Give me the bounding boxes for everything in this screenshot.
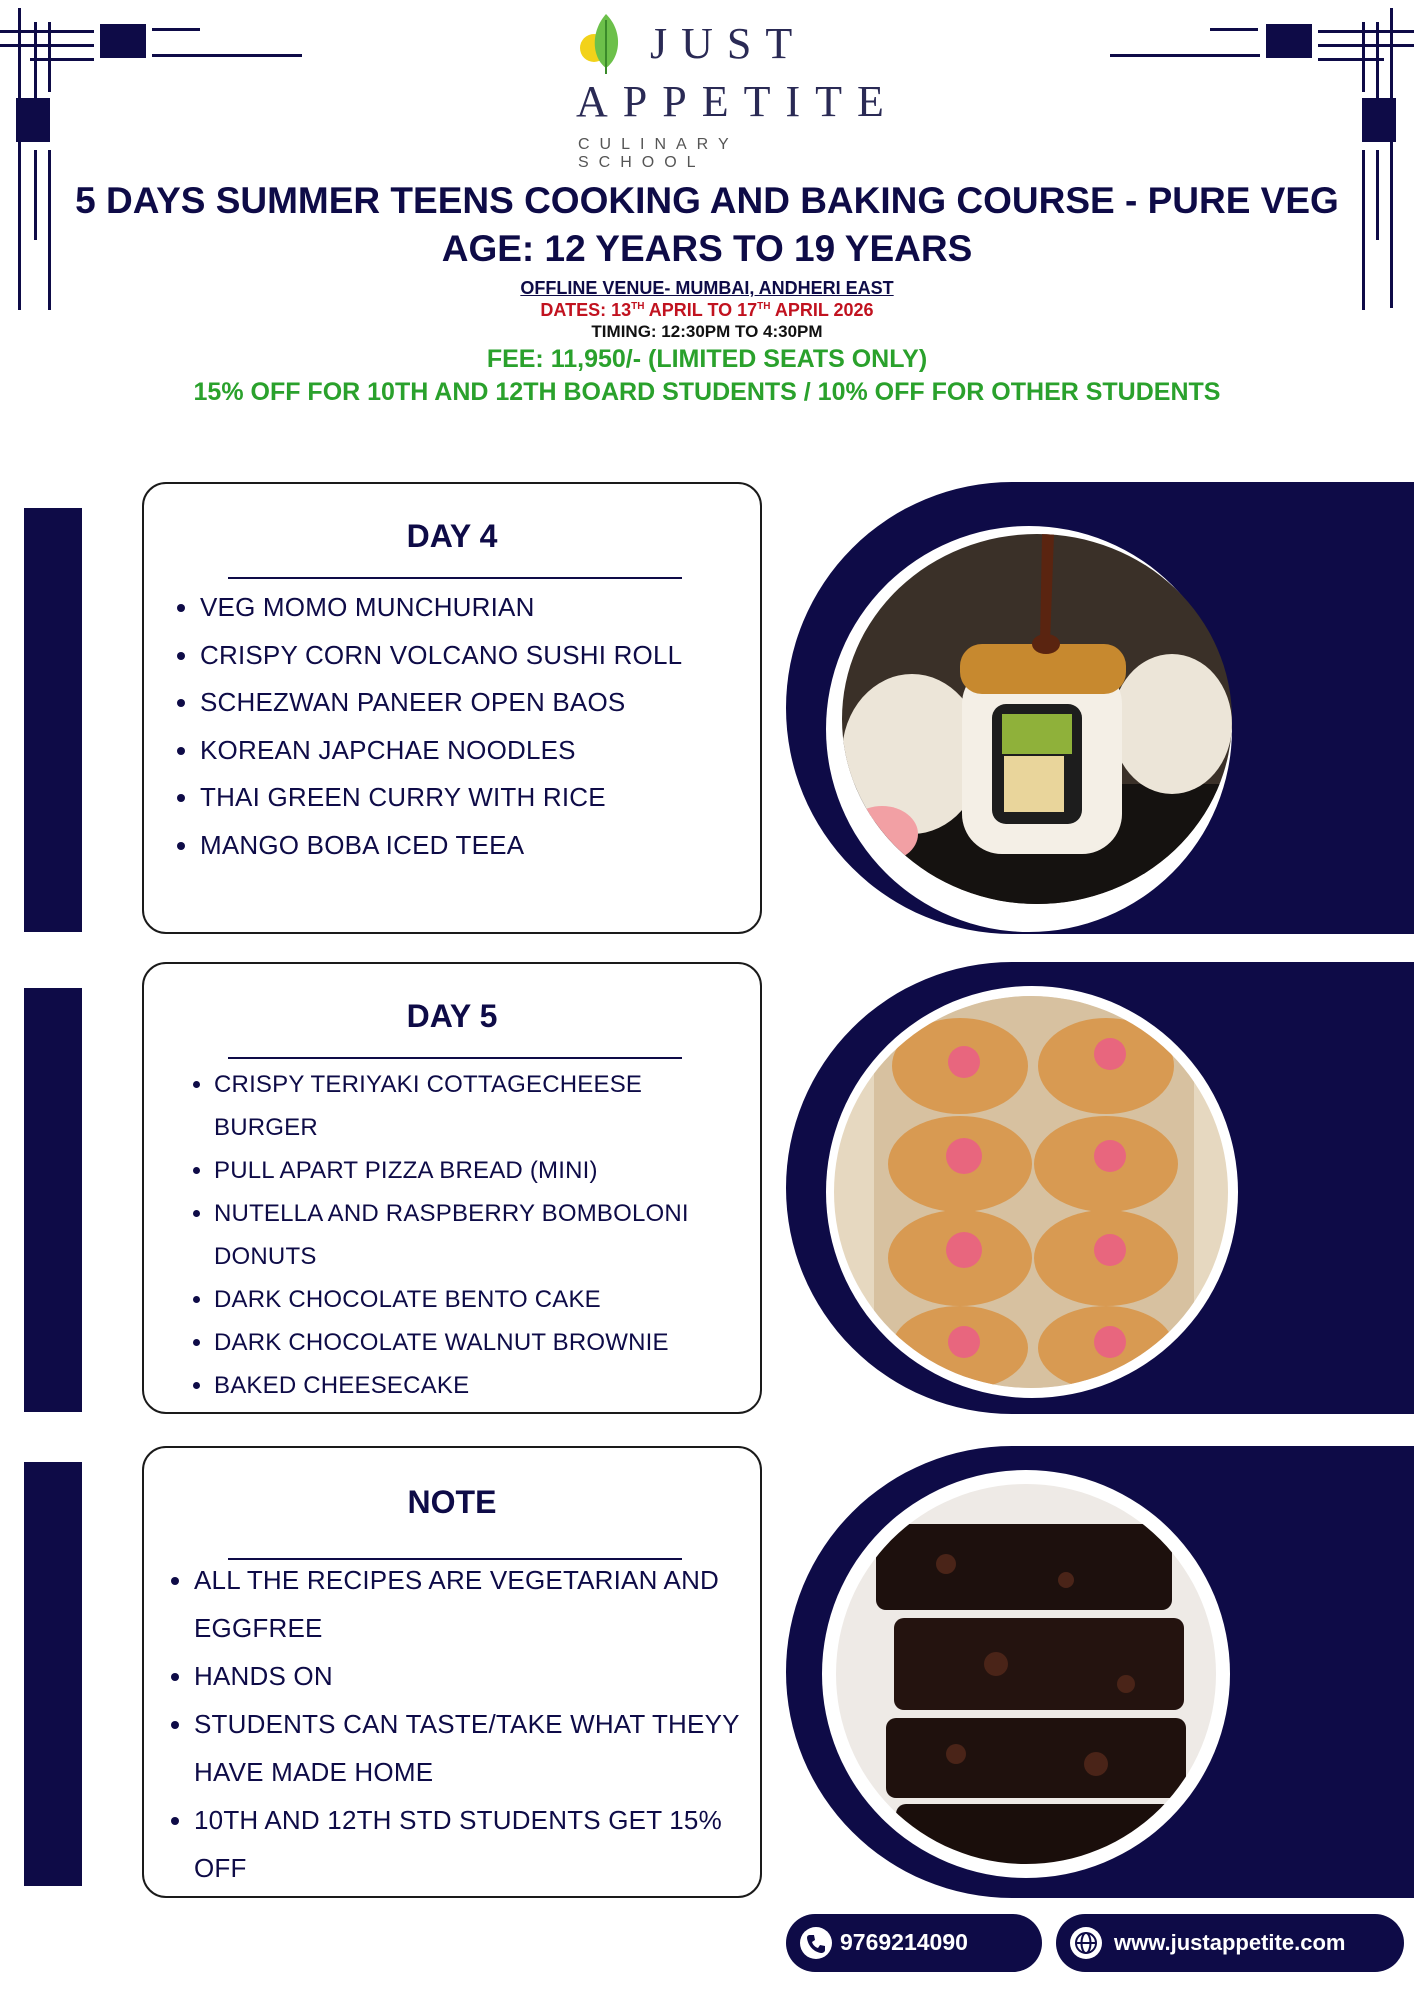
list-item: • HANDS ON [194, 1652, 774, 1700]
phone-icon [800, 1927, 832, 1959]
menu-list [170, 584, 770, 870]
list-item: • THAI GREEN CURRY WITH RICE [200, 774, 770, 822]
left-accent-strip [24, 508, 82, 932]
website-url: www.justappetite.com [1114, 1930, 1346, 1955]
timing-text: TIMING: 12:30PM TO 4:30PM [591, 322, 823, 341]
venue-text: OFFLINE VENUE- MUMBAI, ANDHERI EAST [520, 278, 894, 298]
brand-line-school: CULINARY SCHOOL [578, 136, 739, 171]
list-item: • PULL APART PIZZA BREAD (MINI) [214, 1149, 734, 1192]
leaf-icon [580, 10, 630, 74]
website-link[interactable] [1056, 1914, 1404, 1972]
discount-text: 15% OFF FOR 10TH AND 12TH BOARD STUDENTS / 10% OFF FOR OTHER STUDENTS [193, 378, 1221, 406]
day-5-card [142, 962, 762, 1414]
bomboloni-donuts-photo [834, 996, 1228, 1388]
note-card [142, 1446, 762, 1898]
list-item: • VEG MOMO MUNCHURIAN [200, 584, 770, 632]
left-accent-strip [24, 988, 82, 1412]
list-item: • DARK CHOCOLATE BENTO CAKE [214, 1278, 734, 1321]
dates-text: DATES: 13TH APRIL TO 17TH APRIL 2026 [540, 300, 874, 320]
note-list [164, 1556, 774, 1892]
age-range: AGE: 12 YEARS TO 19 YEARS [441, 228, 973, 269]
brand-line-appetite: APPETITE [576, 77, 899, 126]
list-item: • 10TH AND 12TH STD STUDENTS GET 15% OFF [194, 1796, 774, 1892]
brand-logo [560, 10, 899, 171]
list-item: • KOREAN JAPCHAE NOODLES [200, 727, 770, 775]
card-title: DAY 4 [406, 518, 498, 554]
divider [228, 1057, 682, 1059]
list-item: • STUDENTS CAN TASTE/TAKE WHAT THEYY HAVE MADE HOME [194, 1700, 774, 1796]
card-title: NOTE [407, 1484, 497, 1520]
list-item: • SCHEZWAN PANEER OPEN BAOS [200, 679, 770, 727]
left-accent-strip [24, 1462, 82, 1886]
page-title: 5 DAYS SUMMER TEENS COOKING AND BAKING COURSE - PURE VEG [75, 180, 1339, 221]
day-4-card [142, 482, 762, 934]
brand-line-just: JUST [650, 19, 807, 68]
list-item: • ALL THE RECIPES ARE VEGETARIAN AND EGGFREE [194, 1556, 774, 1652]
list-item: • DARK CHOCOLATE WALNUT BROWNIE [214, 1321, 734, 1364]
card-title: DAY 5 [406, 998, 498, 1034]
list-item: • MANGO BOBA ICED TEEA [200, 822, 770, 870]
brownie-stack-photo [836, 1484, 1216, 1864]
menu-list [184, 1063, 734, 1407]
divider [228, 577, 682, 579]
fee-text: FEE: 11,950/- (LIMITED SEATS ONLY) [486, 345, 928, 373]
list-item: • NUTELLA AND RASPBERRY BOMBOLONI DONUTS [214, 1192, 734, 1278]
list-item: • BAKED CHEESECAKE [214, 1364, 734, 1407]
phone-button[interactable] [786, 1914, 1042, 1972]
sushi-roll-photo [842, 534, 1232, 904]
globe-icon [1070, 1927, 1102, 1959]
phone-number: 9769214090 [840, 1929, 968, 1955]
list-item: • CRISPY TERIYAKI COTTAGECHEESE BURGER [214, 1063, 734, 1149]
list-item: • CRISPY CORN VOLCANO SUSHI ROLL [200, 632, 770, 680]
